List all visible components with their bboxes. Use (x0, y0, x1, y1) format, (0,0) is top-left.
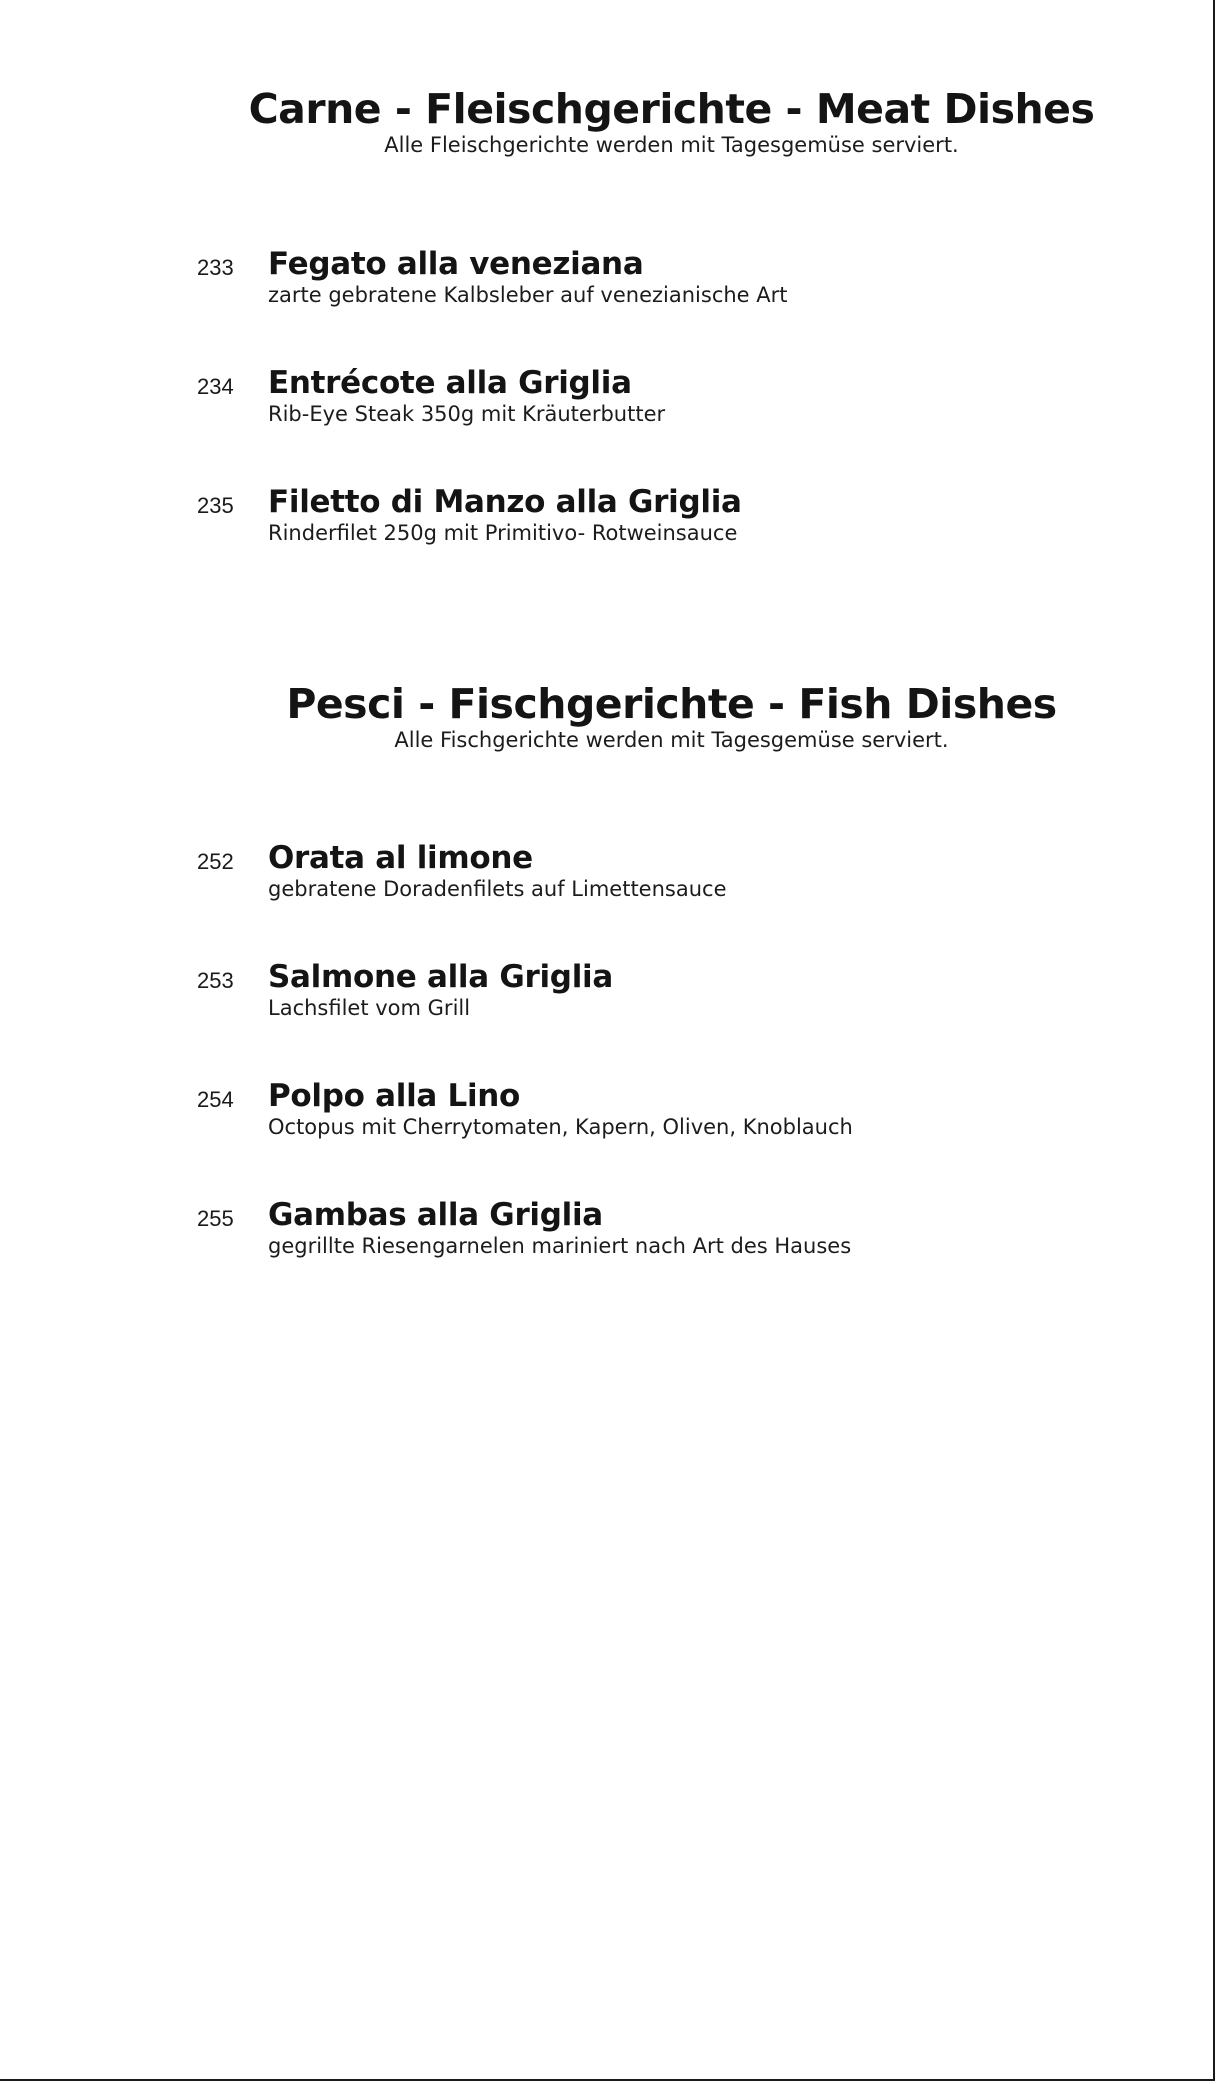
dish-description: gegrillte Riesengarnelen mariniert nach Art des Hauses (268, 1234, 852, 1258)
dish-name: Orata al limone (268, 840, 533, 876)
dish-number: 235 (197, 493, 234, 518)
dish-name: Gambas alla Griglia (268, 1197, 603, 1233)
fish-section-subtitle: Alle Fischgerichte werden mit Tagesgemüse serviert. (394, 728, 949, 752)
menu-item (0, 959, 1213, 1029)
dish-name: Polpo alla Lino (268, 1078, 521, 1114)
dish-number: 252 (197, 849, 234, 874)
dish-number: 234 (197, 374, 234, 399)
menu-item (0, 484, 1213, 554)
menu-item (0, 840, 1213, 910)
dish-description: Rib-Eye Steak 350g mit Kräuterbutter (268, 402, 666, 426)
menu-item (0, 1197, 1213, 1267)
dish-description: Rinderfilet 250g mit Primitivo- Rotweinsauce (268, 521, 738, 545)
fish-section-header (0, 681, 1213, 753)
dish-name: Entrécote alla Griglia (268, 365, 632, 401)
dish-description: Lachsfilet vom Grill (268, 996, 471, 1020)
menu-item (0, 365, 1213, 435)
dish-name: Fegato alla veneziana (268, 246, 644, 282)
dish-number: 233 (197, 255, 234, 280)
meat-section-header (0, 86, 1213, 158)
menu-item (0, 1078, 1213, 1148)
dish-number: 254 (197, 1087, 234, 1112)
meat-section-title: Carne - Fleischgerichte - Meat Dishes (248, 85, 1095, 133)
dish-description: gebratene Doradenfilets auf Limettensauce (268, 877, 727, 901)
fish-section-title: Pesci - Fischgerichte - Fish Dishes (286, 680, 1057, 728)
dish-description: zarte gebratene Kalbsleber auf venezianische Art (268, 283, 788, 307)
dish-name: Filetto di Manzo alla Griglia (268, 484, 742, 520)
dish-name: Salmone alla Griglia (268, 959, 613, 995)
dish-description: Octopus mit Cherrytomaten, Kapern, Oliven, Knoblauch (268, 1115, 853, 1139)
dish-number: 253 (197, 968, 234, 993)
menu-item (0, 246, 1213, 316)
meat-section-subtitle: Alle Fleischgerichte werden mit Tagesgemüse serviert. (384, 133, 959, 157)
dish-number: 255 (197, 1206, 234, 1231)
